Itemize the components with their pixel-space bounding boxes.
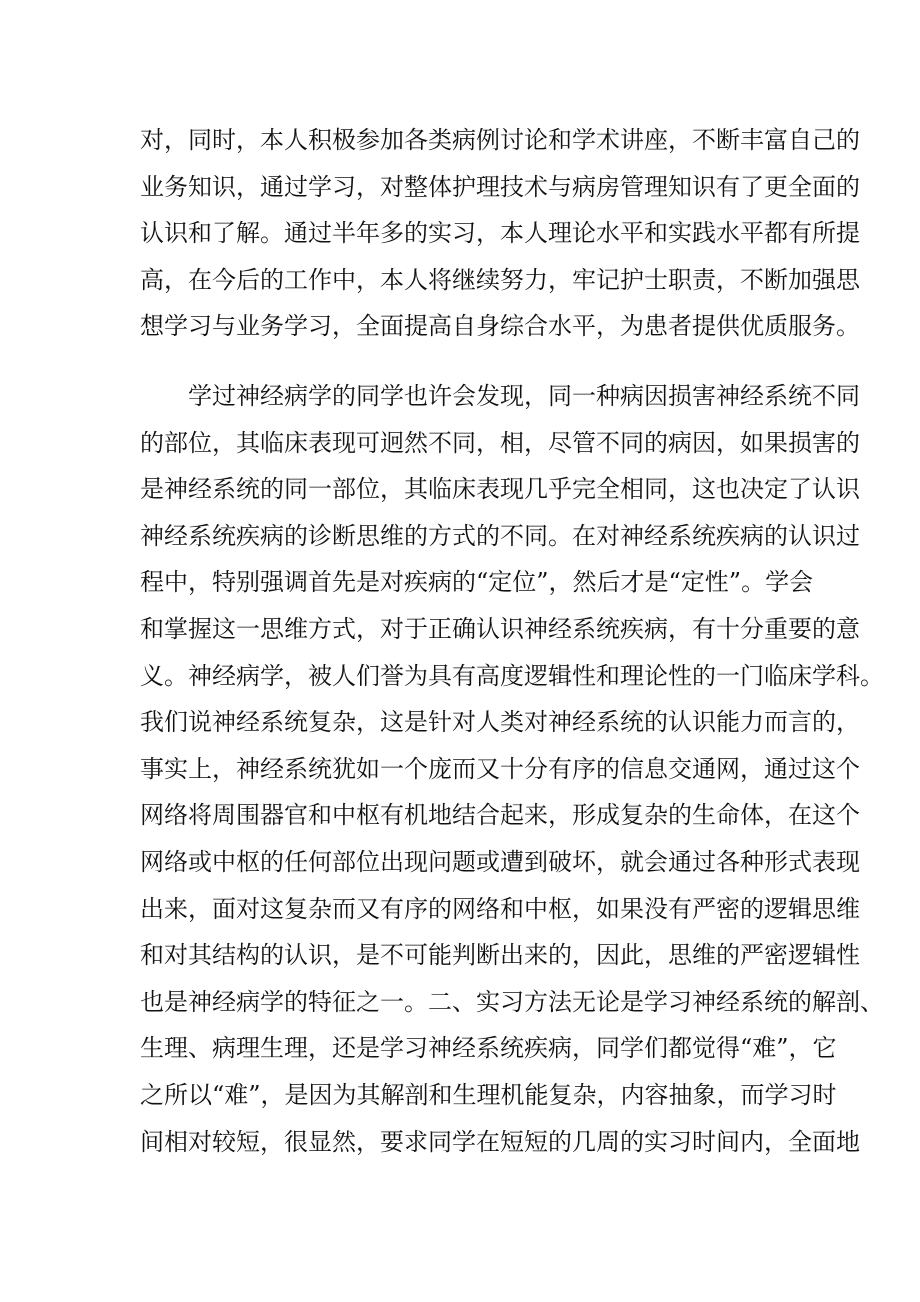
text-line: 网络或中枢的任何部位出现问题或遭到破坏，就会通过各种形式表现 — [140, 847, 860, 876]
text-line: 的部位，其临床表现可迥然不同，相，尽管不同的病因，如果损害的 — [140, 428, 860, 457]
text-line: 之所以“难”，是因为其解剖和生理机能复杂，内容抽象，而学习时 — [140, 1080, 837, 1109]
text-line: 学过神经病学的同学也许会发现，同一种病因损害神经系统不同 — [188, 382, 860, 410]
text-line: 程中，特别强调首先是对疾病的“定位”，然后才是“定性”。学会 — [140, 568, 814, 597]
text-line: 业务知识，通过学习，对整体护理技术与病房管理知识有了更全面的 — [140, 172, 860, 201]
text-line: 认识和了解。通过半年多的实习，本人理论水平和实践水平都有所提 — [140, 219, 860, 248]
text-line: 对，同时，本人积极参加各类病例讨论和学术讲座，不断丰富自己的 — [140, 126, 860, 154]
text-line: 出来，面对这复杂而又有序的网络和中枢，如果没有严密的逻辑思维 — [140, 894, 860, 923]
text-line: 和掌握这一思维方式，对于正确认识神经系统疾病，有十分重要的意 — [140, 614, 860, 643]
text-line: 和对其结构的认识，是不可能判断出来的，因此，思维的严密逻辑性 — [140, 941, 860, 970]
text-line: 事实上，神经系统犹如一个庞而又十分有序的信息交通网，通过这个 — [140, 754, 860, 783]
text-line: 生理、病理生理，还是学习神经系统疾病，同学们都觉得“难”，它 — [140, 1034, 837, 1063]
text-line: 我们说神经系统复杂，这是针对人类对神经系统的认识能力而言的， — [140, 708, 860, 737]
text-line: 网络将周围器官和中枢有机地结合起来，形成复杂的生命体，在这个 — [140, 801, 860, 830]
text-line: 也是神经病学的特征之一。二、实习方法无论是学习神经系统的解剖、 — [140, 987, 884, 1016]
text-line: 是神经系统的同一部位，其临床表现几乎完全相同，这也决定了认识 — [140, 475, 860, 504]
paragraph-1 — [140, 117, 860, 350]
paragraph-2 — [140, 373, 884, 1165]
text-line: 义。神经病学，被人们誉为具有高度逻辑性和理论性的一门临床学科。 — [140, 661, 884, 690]
text-line: 高，在今后的工作中，本人将继续努力，牢记护士职责，不断加强思 — [140, 265, 860, 294]
text-line: 想学习与业务学习，全面提高自身综合水平，为患者提供优质服务。 — [140, 312, 860, 341]
text-line: 神经系统疾病的诊断思维的方式的不同。在对神经系统疾病的认识过 — [140, 521, 860, 550]
text-line: 间相对较短，很显然，要求同学在短短的几周的实习时间内，全面地 — [140, 1127, 860, 1156]
